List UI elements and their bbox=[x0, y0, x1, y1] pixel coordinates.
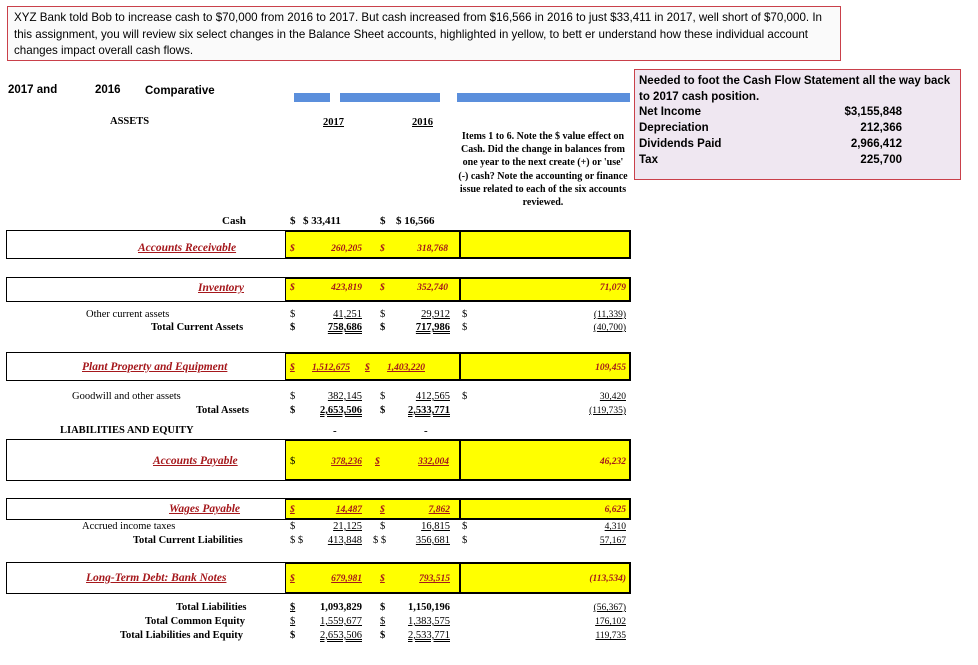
ltd-2016: 793,515 bbox=[419, 574, 450, 584]
ar-label: Accounts Receivable bbox=[138, 242, 237, 254]
tca-2016: 717,986 bbox=[415, 322, 450, 333]
tle-2017: 2,653,506 bbox=[320, 630, 362, 641]
tcl-dollar-2017: $ $ bbox=[290, 535, 304, 546]
tl-dollar-2016: $ bbox=[380, 602, 386, 613]
note-label-net-income: Net Income bbox=[639, 106, 701, 118]
ar-2016: 318,768 bbox=[417, 244, 448, 254]
items-instructions: Items 1 to 6. Note the $ value effect on Cash. Did the change in balances from one year to the next create (+) or 'use' (-) cash? Note the accounting or finance issue related to each of the six accounts reviewed. bbox=[458, 131, 628, 209]
col-2017-heading: 2017 bbox=[323, 117, 344, 128]
wages-2016: 7,862 bbox=[428, 505, 450, 515]
ta-2016: 2,533,771 bbox=[408, 405, 450, 416]
oca-2016: 29,912 bbox=[421, 309, 450, 320]
tl-change: (56,367) bbox=[593, 603, 626, 613]
ppe-2017: 1,512,675 bbox=[312, 363, 350, 373]
tle-dollar-2017: $ bbox=[290, 630, 296, 641]
ltd-dollar-2017: $ bbox=[290, 574, 295, 584]
ppe-2016: 1,403,220 bbox=[387, 363, 425, 373]
ltd-label: Long-Term Debt: Bank Notes bbox=[86, 572, 227, 584]
tca-change: (40,700) bbox=[593, 323, 626, 333]
ppe-dollar-2017: $ bbox=[290, 363, 295, 373]
ait-2017: 21,125 bbox=[333, 521, 362, 532]
tle-label: Total Liabilities and Equity bbox=[120, 630, 244, 641]
intro-text: XYZ Bank told Bob to increase cash to $70,000 from 2016 to 2017. But cash increased from $16,566 in 2016 to just $33,411 in 2017, well short of $70,000. In this assignment, you will review six select changes in the Balance Sheet accounts, highlighted in yellow, to bett er understand how these individual account changes impact overall cash flows. bbox=[14, 11, 823, 57]
inventory-label: Inventory bbox=[198, 282, 244, 294]
inventory-dollar-2016: $ bbox=[380, 283, 385, 293]
oca-dollar-change: $ bbox=[462, 309, 468, 320]
ait-change: 4,310 bbox=[604, 522, 626, 532]
tle-dollar-2016: $ bbox=[380, 630, 386, 641]
note-box bbox=[634, 69, 961, 180]
tl-dollar-2017: $ bbox=[290, 602, 296, 613]
oca-change: (11,339) bbox=[593, 310, 626, 320]
ap-2017: 378,236 bbox=[331, 457, 362, 467]
inventory-change: 71,079 bbox=[599, 283, 626, 293]
wages-2017: 14,487 bbox=[335, 505, 362, 515]
tce-label: Total Common Equity bbox=[145, 616, 245, 627]
tce-dollar-2017: $ bbox=[290, 616, 296, 627]
cash-2017: $ 33,411 bbox=[303, 215, 341, 227]
tcl-2016: 356,681 bbox=[415, 535, 450, 546]
ap-label: Accounts Payable bbox=[153, 455, 238, 467]
note-value-dividends: 2,966,412 bbox=[850, 138, 902, 150]
tcl-label: Total Current Liabilities bbox=[133, 535, 243, 546]
cash-dollar-2017: $ bbox=[290, 215, 296, 227]
assets-heading: ASSETS bbox=[110, 116, 150, 127]
header-comparative: Comparative bbox=[145, 85, 215, 97]
oca-label: Other current assets bbox=[86, 309, 170, 320]
tl-2016: 1,150,196 bbox=[408, 602, 450, 613]
inventory-2017: 423,819 bbox=[331, 283, 362, 293]
ta-change: (119,735) bbox=[589, 406, 626, 416]
header-2016: 2016 bbox=[95, 84, 121, 96]
tca-dollar-2017: $ bbox=[290, 322, 296, 333]
liabilities-equity-heading: LIABILITIES AND EQUITY bbox=[60, 425, 194, 436]
ppe-change: 109,455 bbox=[595, 363, 626, 373]
ar-dollar-2016: $ bbox=[380, 244, 385, 254]
note-label-depreciation: Depreciation bbox=[639, 122, 709, 134]
oca-2017: 41,251 bbox=[333, 309, 362, 320]
ait-2016: 16,815 bbox=[421, 521, 450, 532]
tca-label: Total Current Assets bbox=[151, 322, 244, 333]
tl-label: Total Liabilities bbox=[176, 602, 247, 613]
ar-dollar-2017: $ bbox=[290, 244, 295, 254]
ap-dollar-2016: $ bbox=[375, 457, 380, 467]
ppe-label: Plant Property and Equipment bbox=[82, 361, 228, 373]
note-value-depreciation: 212,366 bbox=[860, 122, 902, 134]
header-2017-and: 2017 and bbox=[8, 84, 58, 96]
tl-2017: 1,093,829 bbox=[320, 602, 362, 613]
ltd-change: (113,534) bbox=[589, 574, 626, 584]
goodwill-2017: 382,145 bbox=[327, 391, 362, 402]
cash-label: Cash bbox=[222, 215, 246, 227]
header-bar-3 bbox=[457, 93, 630, 102]
tle-2016: 2,533,771 bbox=[408, 630, 450, 641]
ta-dollar-2016: $ bbox=[380, 405, 386, 416]
wages-change: 6,625 bbox=[604, 505, 626, 515]
tce-change: 176,102 bbox=[595, 617, 626, 627]
tca-dollar-2016: $ bbox=[380, 322, 386, 333]
wages-dollar-2016: $ bbox=[380, 505, 385, 515]
wages-dollar-2017: $ bbox=[290, 505, 295, 515]
tce-dollar-2016: $ bbox=[380, 616, 386, 627]
cash-dollar-2016: $ bbox=[380, 215, 386, 227]
wages-label: Wages Payable bbox=[169, 503, 241, 515]
goodwill-dollar-2016: $ bbox=[380, 391, 386, 402]
ppe-dollar-2016: $ bbox=[365, 363, 370, 373]
header-bar-2 bbox=[340, 93, 440, 102]
inventory-dollar-2017: $ bbox=[290, 283, 295, 293]
ap-2016: 332,004 bbox=[418, 457, 449, 467]
ait-label: Accrued income taxes bbox=[82, 521, 176, 532]
tca-2017: 758,686 bbox=[327, 322, 362, 333]
le-dash-2017: - bbox=[333, 425, 337, 437]
oca-dollar-2017: $ bbox=[290, 309, 296, 320]
goodwill-label: Goodwill and other assets bbox=[72, 391, 181, 402]
ait-dollar-2017: $ bbox=[290, 521, 296, 532]
le-dash-2016: - bbox=[424, 425, 428, 437]
tle-change: 119,735 bbox=[595, 631, 626, 641]
ap-dollar-2017: $ bbox=[290, 456, 296, 467]
tcl-dollar-2016: $ $ bbox=[373, 535, 387, 546]
note-title: Needed to foot the Cash Flow Statement all the way back to 2017 cash position. bbox=[639, 75, 951, 103]
intro-box bbox=[7, 6, 841, 61]
tcl-change: 57,167 bbox=[599, 536, 626, 546]
tcl-2017: 413,848 bbox=[327, 535, 362, 546]
ta-label: Total Assets bbox=[196, 405, 249, 416]
note-label-tax: Tax bbox=[639, 154, 658, 166]
goodwill-2016: 412,565 bbox=[415, 391, 450, 402]
note-value-net-income: $3,155,848 bbox=[844, 106, 902, 118]
header-bar-1 bbox=[294, 93, 330, 102]
goodwill-dollar-2017: $ bbox=[290, 391, 296, 402]
note-value-tax: 225,700 bbox=[860, 154, 902, 166]
tca-dollar-change: $ bbox=[462, 322, 468, 333]
oca-dollar-2016: $ bbox=[380, 309, 386, 320]
ait-dollar-2016: $ bbox=[380, 521, 386, 532]
goodwill-change: 30,420 bbox=[599, 392, 626, 402]
ar-2017: 260,205 bbox=[331, 244, 362, 254]
ap-change: 46,232 bbox=[599, 457, 626, 467]
ait-dollar-change: $ bbox=[462, 521, 468, 532]
tcl-dollar-change: $ bbox=[462, 535, 468, 546]
ltd-dollar-2016: $ bbox=[380, 574, 385, 584]
note-label-dividends: Dividends Paid bbox=[639, 138, 722, 150]
ta-2017: 2,653,506 bbox=[320, 405, 362, 416]
inventory-2016: 352,740 bbox=[417, 283, 448, 293]
cash-2016: $ 16,566 bbox=[396, 215, 435, 227]
goodwill-dollar-change: $ bbox=[462, 391, 468, 402]
ltd-2017: 679,981 bbox=[331, 574, 362, 584]
tce-2017: 1,559,677 bbox=[320, 616, 362, 627]
col-2016-heading: 2016 bbox=[412, 117, 433, 128]
ar-change-cell bbox=[460, 231, 630, 258]
ta-dollar-2017: $ bbox=[290, 405, 296, 416]
tce-2016: 1,383,575 bbox=[408, 616, 450, 627]
